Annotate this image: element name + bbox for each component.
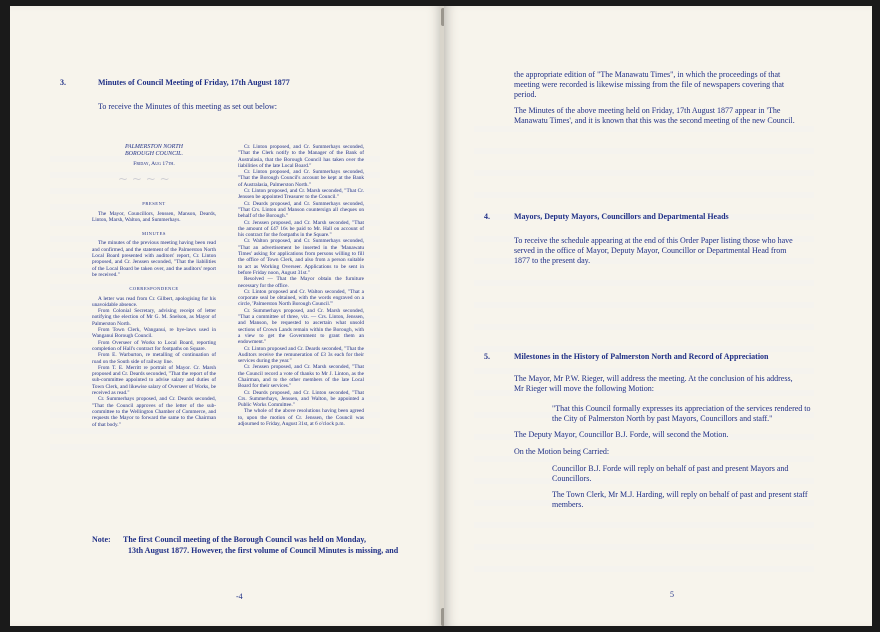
clipping-date: Friday, Aug 17th. [133, 161, 175, 167]
reply-2-line-1: The Town Clerk, Mr M.J. Harding, will reply on behalf of past and present staff [552, 490, 808, 499]
col2-p6: Cr. Walton proposed, and Cr. Summerhays seconded, "That an advertisement be inserted in the 'Manawatu Times' asking for applications from persons willing to fill the office of Town Clerk, and also from a person suitable to act as Working Overseer. Applications to be sent in before Friday noon, August 31st." [238, 238, 364, 276]
col2-p10: Cr. Linton proposed and Cr. Deards seconded, "That the Auditors receive the remuneration of £3 3s each for their services during the year." [238, 345, 364, 365]
page-number-right: 5 [670, 590, 674, 599]
section-4-number: 4. [484, 212, 490, 221]
corr-p4: From Overseer of Works to Local Board, reporting completion of Hall's contract for footpaths on Square. [92, 339, 216, 352]
col2-p7: Resolved — That the Mayor obtain the furniture necessary for the office. [238, 276, 364, 289]
page-number-left: -4 [236, 592, 243, 601]
section-4-line-1: To receive the schedule appearing at the end of this Order Paper listing those who have [514, 236, 793, 245]
corr-p6: From T. E. Merritt re portrait of Mayor. Cr. Marsh proposed and Cr. Deards seconded, "That the report of the sub-committee appointed to advise salary and duties of Town Clerk, and likewise salary of Overseer of Works, be received as read." [92, 364, 216, 397]
col2-p3: Cr. Linton proposed, and Cr. Marsh seconded, "That Cr. Jenssen be appointed Treasurer to the Council." [238, 188, 364, 201]
present-text: The Mayor, Councillors, Jenssen, Manson, Deards, Linton, Marsh, Walton, and Summerhays. [92, 210, 216, 223]
section-3-number: 3. [60, 78, 66, 87]
corr-p2: From Colonial Secretary, advising receipt of letter notifying the election of Mr G. M. Snelson, as Mayor of Palmerston North. [92, 308, 216, 327]
corr-p5: From E. Warburton, re metalling of continuation of road on the South side of railway line. [92, 352, 216, 365]
col2-p1: Cr. Linton proposed, and Cr. Summerhays seconded, "That the Clerk notify to the Manager of the Bank of Australasia, that the Borough Council has taken over the liabilities of the late Local Board." [238, 144, 364, 169]
section-5-number: 5. [484, 352, 490, 361]
minutes-heading: MINUTES [142, 231, 166, 237]
corr-p3: From Town Clerk, Wanganui, re bye-laws used in Wanganui Borough Council. [92, 327, 216, 340]
section-5-line-2: Mr Rieger will move the following Motion: [514, 384, 654, 393]
section-4-line-3: 1877 to the present day. [514, 256, 591, 265]
section-4-heading: Mayors, Deputy Mayors, Councillors and Departmental Heads [514, 212, 729, 221]
document-spread [10, 6, 872, 626]
corr-p1: A letter was read from Cr. Gilbert, apologising for his unavoidable absence. [92, 295, 216, 308]
section-3-heading: Minutes of Council Meeting of Friday, 17th August 1877 [98, 78, 290, 87]
note-label: Note: [92, 535, 111, 544]
correspondence-heading: CORRESPONDENCE [129, 286, 179, 292]
clipping-column-1 [92, 144, 216, 428]
minutes-note-line-2: Manawatu Times', and it is known that this was the second meeting of the new Council. [514, 116, 795, 125]
clipping-title-line2: BOROUGH COUNCIL. [124, 151, 183, 157]
motion-line-2: the City of Palmerston North by past Mayors, Councillors and staff." [552, 414, 773, 423]
reply-2-line-2: members. [552, 500, 584, 509]
section-3-intro: To receive the Minutes of this meeting as set out below: [98, 102, 277, 111]
col2-p4: Cr. Deards proposed, and Cr. Summerhays seconded, "That Crs. Linton and Manson countersign all cheques on behalf of the Borough." [238, 200, 364, 220]
handwritten-mark: ~ ~ ~ ~ [118, 172, 170, 186]
continued-line-2: meeting were recorded is likewise missing from the file of newspapers covering that [514, 80, 785, 89]
reply-1-line-1: Councillor B.J. Forde will reply on behalf of past and present Mayors and [552, 464, 789, 473]
carried-text: On the Motion being Carried: [514, 447, 610, 456]
corr-p7: Cr. Summerhays proposed, and Cr. Deards seconded, "That the Council approves of the letter of the sub-committee to the Wellington Chamber of Commerce, and requests the Mayor to forward the same to the Chairman of that body." [92, 396, 216, 428]
col2-p13: The whole of the above resolutions having been agreed to, upon the motion of Cr. Jenssen, the Council was adjourned to Friday, August 31st, at 6 o'clock p.m. [238, 408, 364, 428]
col2-p5: Cr. Jenssen proposed, and Cr. Marsh seconded, "That the amount of £47 16s be paid to Mr. Hall on account of his contract for the footpaths in the Square." [238, 219, 364, 239]
continued-line-3: period. [514, 90, 537, 99]
col2-p12: Cr. Deards proposed, and Cr. Linton seconded, "That Crs. Summerhays, Jenssen, and Walton, be appointed a Public Works Committee." [238, 389, 364, 409]
note-line-1: The first Council meeting of the Borough Council was held on Monday, [123, 535, 366, 544]
minutes-text: The minutes of the previous meeting having been read and confirmed, and the statement of the Palmerston North Local Board presented with auditors' report, Cr. Linton proposed, and Cr. Jenssen seconded, "That the liabilities of the Local Board be taken over, and the auditors' report be received." [92, 240, 216, 278]
section-5-heading: Milestones in the History of Palmerston North and Record of Appreciation [514, 352, 769, 361]
motion-line-1: "That this Council formally expresses its appreciation of the services rendered to [552, 404, 811, 413]
col2-p2: Cr. Linton proposed, and Cr. Summerhays seconded, "That the Borough Council's account be kept at the Bank of Australasia, Palmerston North." [238, 169, 364, 188]
reply-1-line-2: Councillors. [552, 474, 592, 483]
minutes-note-line-1: The Minutes of the above meeting held on Friday, 17th August 1877 appear in 'The [514, 106, 781, 115]
continued-line-1: the appropriate edition of "The Manawatu Times", in which the proceedings of that [514, 70, 781, 79]
col2-p8: Cr. Linton proposed and Cr. Walton seconded, "That a corporate seal be obtained, with the words engraved on a circle, 'Palmerston North Borough Council.'" [238, 288, 364, 308]
seconder-text: The Deputy Mayor, Councillor B.J. Forde, will second the Motion. [514, 430, 729, 439]
right-page [444, 6, 872, 626]
section-5-line-1: The Mayor, Mr P.W. Rieger, will address the meeting. At the conclusion of his address, [514, 374, 793, 383]
col2-p11: Cr. Jenssen proposed, and Cr. Marsh seconded, "That the Council record a vote of thanks to Mr J. Linton, as the Chairman, and to the other members of the late Local Board for their services." [238, 364, 364, 390]
present-heading: PRESENT [142, 201, 166, 207]
left-page [10, 6, 442, 626]
clipping-column-2 [238, 144, 364, 427]
col2-p9: Cr. Summerhays proposed, and Cr. Marsh seconded, "That a committee of three, viz. — Crs. Linton, Jenssen, and Manson, be requested to ascertain what unsold sections of Crown Lands remain within the Borough, with a view to get the Government to grant them an endowment." [238, 307, 364, 346]
clipping-title-line1: PALMERSTON NORTH [125, 144, 183, 150]
note-line-2: 13th August 1877. However, the first volume of Council Minutes is missing, and [128, 546, 399, 555]
section-4-line-2: served in the office of Mayor, Deputy Mayor, Councillor or Departmental Head from [514, 246, 787, 255]
